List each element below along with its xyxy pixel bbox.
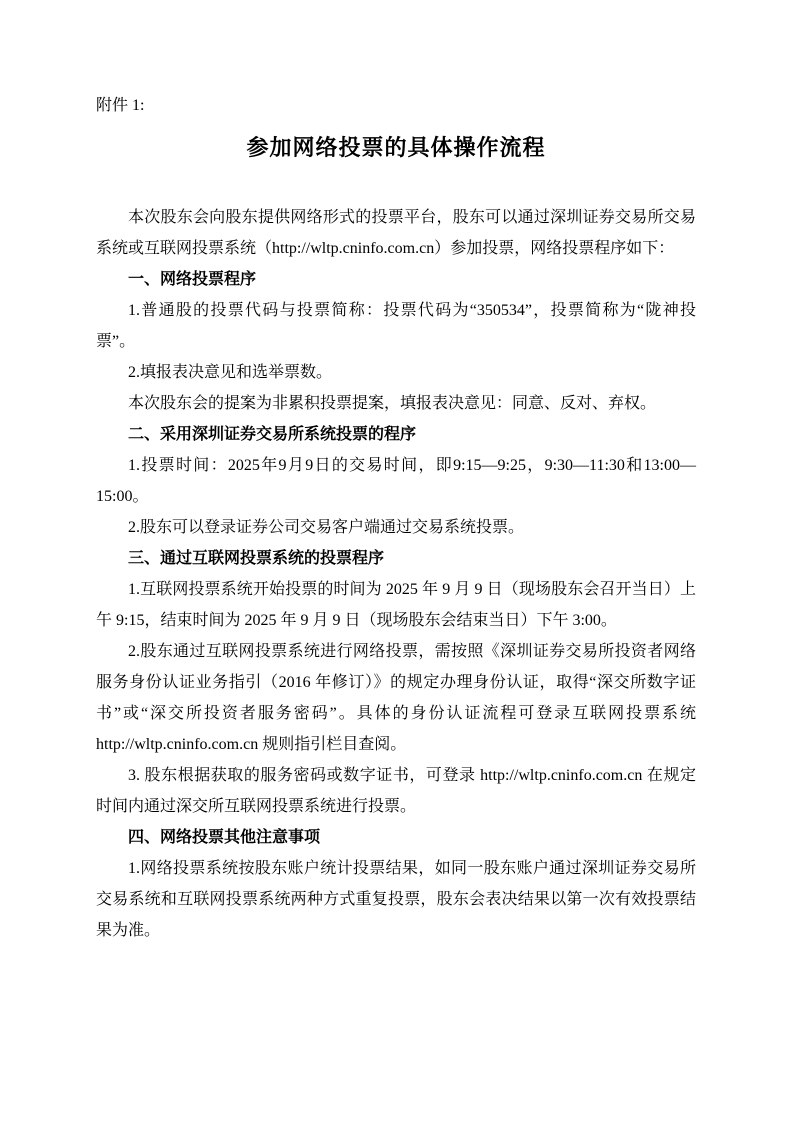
- section-3-paragraph: 3. 股东根据获取的服务密码或数字证书，可登录 http://wltp.cninfo.com.cn 在规定时间内通过深交所互联网投票系统进行投票。: [96, 767, 696, 815]
- section-2-paragraph: 1.投票时间：2025年9月9日的交易时间，即9:15—9:25，9:30—11:30和13:00—15:00。: [96, 457, 696, 505]
- section-2-paragraph: 2.股东可以登录证券公司交易客户端通过交易系统投票。: [128, 519, 525, 536]
- section-4-paragraph: 1.网络投票系统按股东账户统计投票结果，如同一股东账户通过深圳证券交易所交易系统和互联网投票系统两种方式重复投票，股东会表决结果以第一次有效投票结果为准。: [96, 860, 696, 939]
- section-3-heading: 三、通过互联网投票系统的投票程序: [128, 550, 385, 567]
- section-3-paragraph: 1.互联网投票系统开始投票的时间为 2025 年 9 月 9 日（现场股东会召开当日）上午 9:15，结束时间为 2025 年 9 月 9 日（现场股东会结束当日）下午 3:00。: [96, 581, 696, 629]
- section-1-paragraph: 2.填报表决意见和选举票数。: [128, 364, 333, 381]
- intro-paragraph: 本次股东会向股东提供网络形式的投票平台，股东可以通过深圳证券交易所交易系统或互联网投票系统（http://wltp.cninfo.com.cn）参加投票，网络投票程序如下：: [96, 209, 696, 257]
- section-1-paragraph: 本次股东会的提案为非累积投票提案，填报表决意见：同意、反对、弃权。: [128, 395, 657, 412]
- section-3-paragraph: 2.股东通过互联网投票系统进行网络投票，需按照《深圳证券交易所投资者网络服务身份认证业务指引（2016 年修订）》的规定办理身份认证，取得“深交所数字证书”或“深交所投资者服务密码”。具体的身份认证流程可登录互联网投票系统 http://wltp.cninfo.com.cn 规则指引栏目查阅。: [96, 643, 696, 753]
- section-4-heading: 四、网络投票其他注意事项: [128, 829, 321, 846]
- section-2-heading: 二、采用深圳证券交易所系统投票的程序: [128, 426, 417, 443]
- attachment-label: 附件 1:: [96, 97, 145, 114]
- section-1-heading: 一、网络投票程序: [128, 271, 257, 288]
- section-1-paragraph: 1.普通股的投票代码与投票简称：投票代码为“350534”，投票简称为“陇神投票”。: [96, 302, 696, 350]
- page-title: 参加网络投票的具体操作流程: [246, 135, 546, 160]
